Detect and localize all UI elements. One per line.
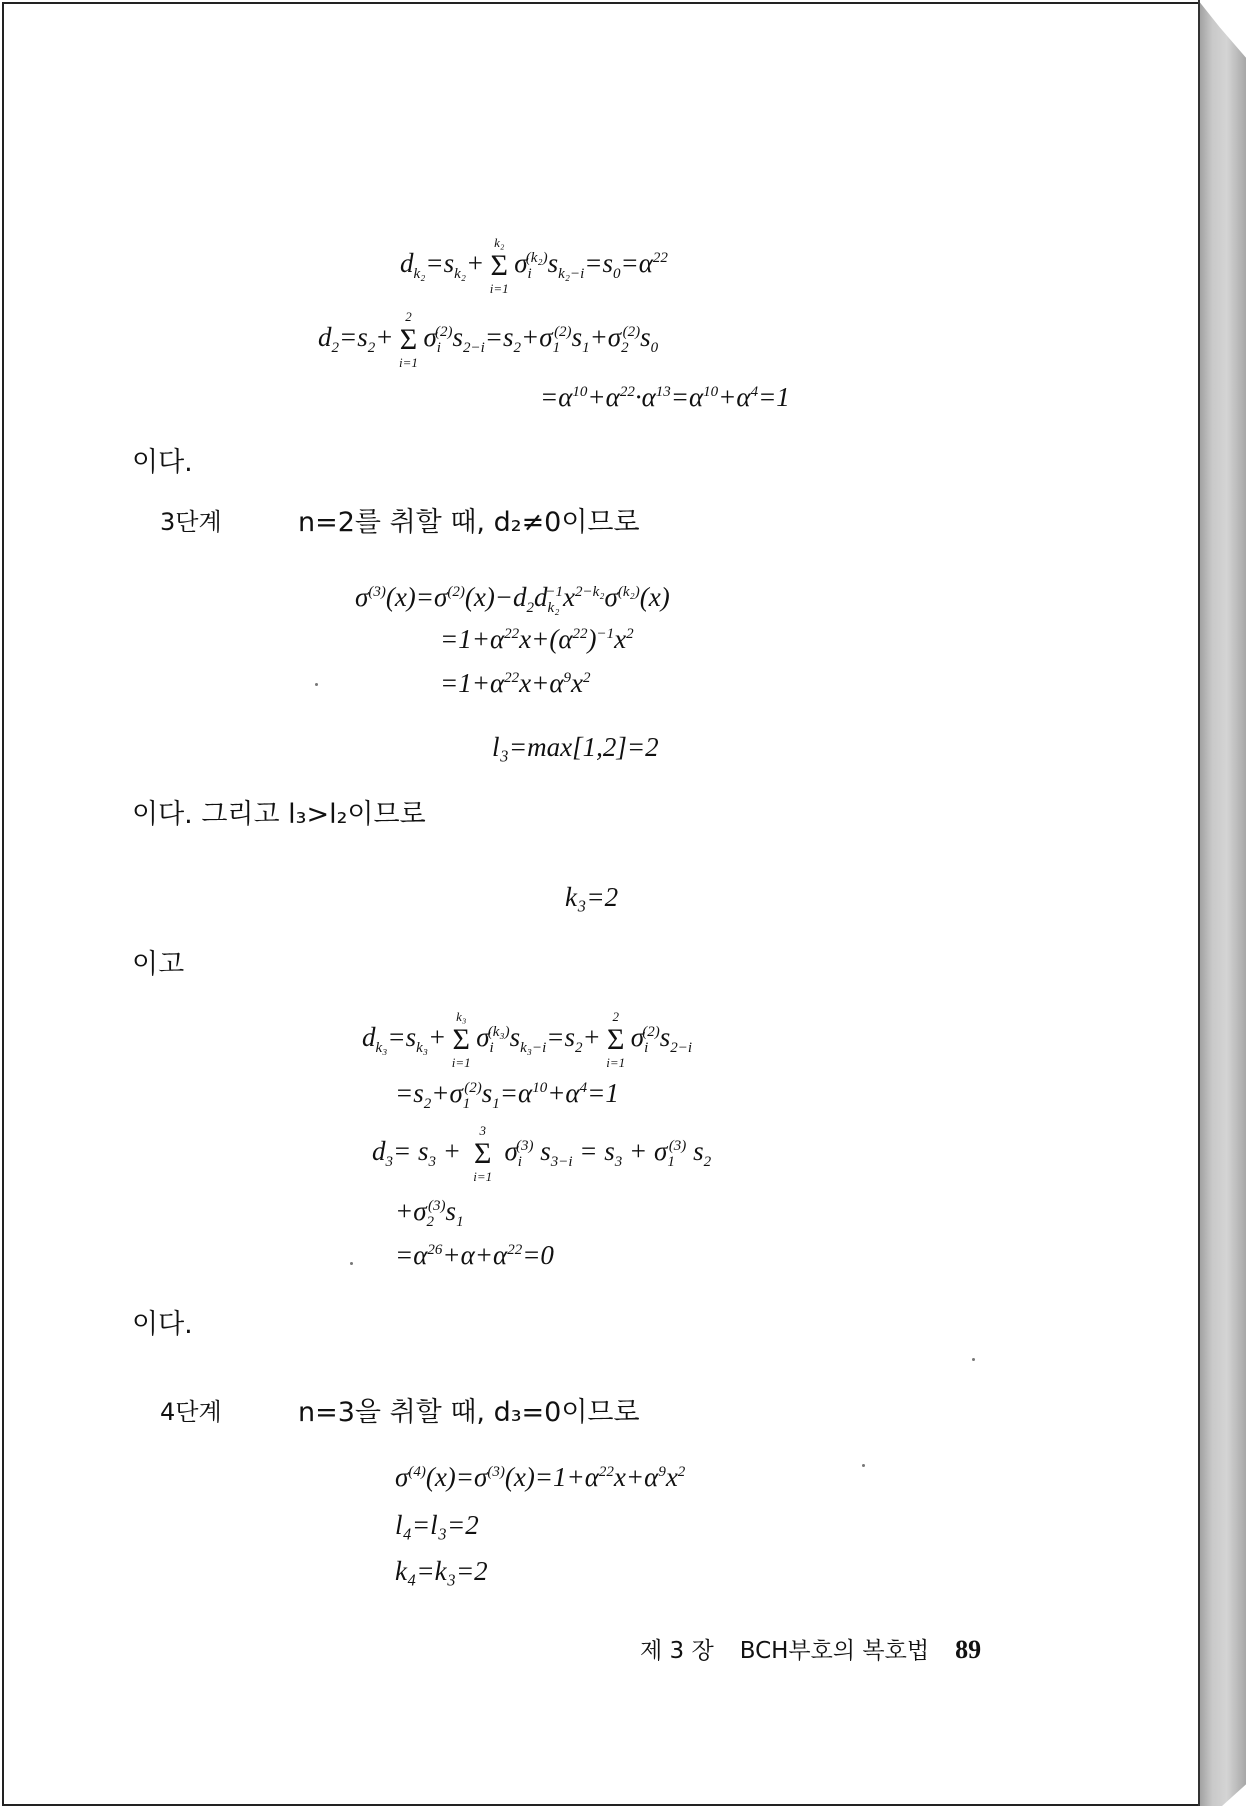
eq-sigma3: $\sigma^{(3)}(x)=\sigma^{(2)}(x)-d_2d_{k_2}^{-1}x^{2-k_2}\sigma^{(k_2)}(x)$ — [355, 582, 670, 616]
text-ida-1: 이다. — [132, 447, 193, 478]
eq-d3-result: $=\alpha^{26}+\alpha+\alpha^{22}=0$ — [395, 1240, 554, 1270]
scan-speck — [315, 683, 318, 686]
eq-l4: l₄=l₃=2 — [395, 1510, 479, 1540]
eq-d2: $d_2=s_2+$ 2 Σ i=1 $\sigma_i^{(2)}s_{2-i}=s_2+\sigma_1^{(2)}s_1+\sigma_2^{(2)}s_0$ — [318, 308, 659, 370]
eq-dk2: $d_{k_2}=s_{k_2}+$ k₂ Σ i=1 $\sigma_i^{(k_2)}s_{k_2-i}=s_0=\alpha^{22}$ — [400, 234, 668, 296]
step3-text: n=2를 취할 때, d₂≠0이므로 — [298, 507, 640, 538]
eq-k3: k₃=2 — [565, 882, 619, 912]
eq-k4: k₄=k₃=2 — [395, 1556, 488, 1586]
eq-d2-result: $=\alpha^{10}+\alpha^{22}\cdot\alpha^{13}=\alpha^{10}+\alpha^4=1$ — [540, 382, 790, 412]
step4-text: n=3을 취할 때, d₃=0이므로 — [298, 1397, 640, 1428]
eq-sigma3-line3: $=1+\alpha^{22}x+\alpha^9x^2$ — [440, 668, 591, 698]
eq-d3-line2: $+\sigma_2^{(3)}s_1$ — [395, 1196, 464, 1230]
eq-l3: l₃=max[1,2]=2 — [492, 732, 659, 762]
scan-speck — [972, 1358, 975, 1361]
page-edge-line — [1198, 0, 1200, 1806]
scan-speck — [862, 1464, 865, 1467]
step3-label: 3단계 — [160, 508, 222, 536]
text-ida-and: 이다. 그리고 l₃>l₂이므로 — [132, 799, 426, 830]
footer-chapter: 제 3 장 — [640, 1638, 714, 1664]
scan-speck — [350, 1262, 353, 1265]
page-number: 89 — [955, 1635, 982, 1664]
page-edge — [1198, 0, 1246, 1806]
eq-sigma3-line2: $=1+\alpha^{22}x+(\alpha^{22})^{-1}x^2$ — [440, 624, 634, 654]
eq-dk3: $d_{k_3}=s_{k_3}+$ k₃ Σ i=1 $\sigma_i^{(k_3)}s_{k_3-i}=s_2+$ 2 Σ i=1 $\sigma_i^{(2)}s_{2-i}$ — [362, 1008, 693, 1070]
eq-sigma4: $\sigma^{(4)}(x)=\sigma^{(3)}(x)=1+\alpha^{22}x+\alpha^9x^2$ — [395, 1462, 686, 1492]
step4-label: 4단계 — [160, 1398, 222, 1426]
eq-d3: $d_3= s_3$ + 3 Σ i=1 $\sigma_i^{(3)}$ $s_{3-i} = s_3 + \sigma_1^{(3)}$ $s_2$ — [372, 1122, 712, 1184]
text-ida-2: 이다. — [132, 1309, 193, 1340]
footer-title: BCH부호의 복호법 — [739, 1638, 930, 1664]
eq-dk3-line2: $=s_2+\sigma_1^{(2)}s_1=\alpha^{10}+\alpha^4=1$ — [395, 1078, 619, 1112]
text-igo: 이고 — [132, 949, 185, 980]
page-footer — [640, 1632, 981, 1665]
